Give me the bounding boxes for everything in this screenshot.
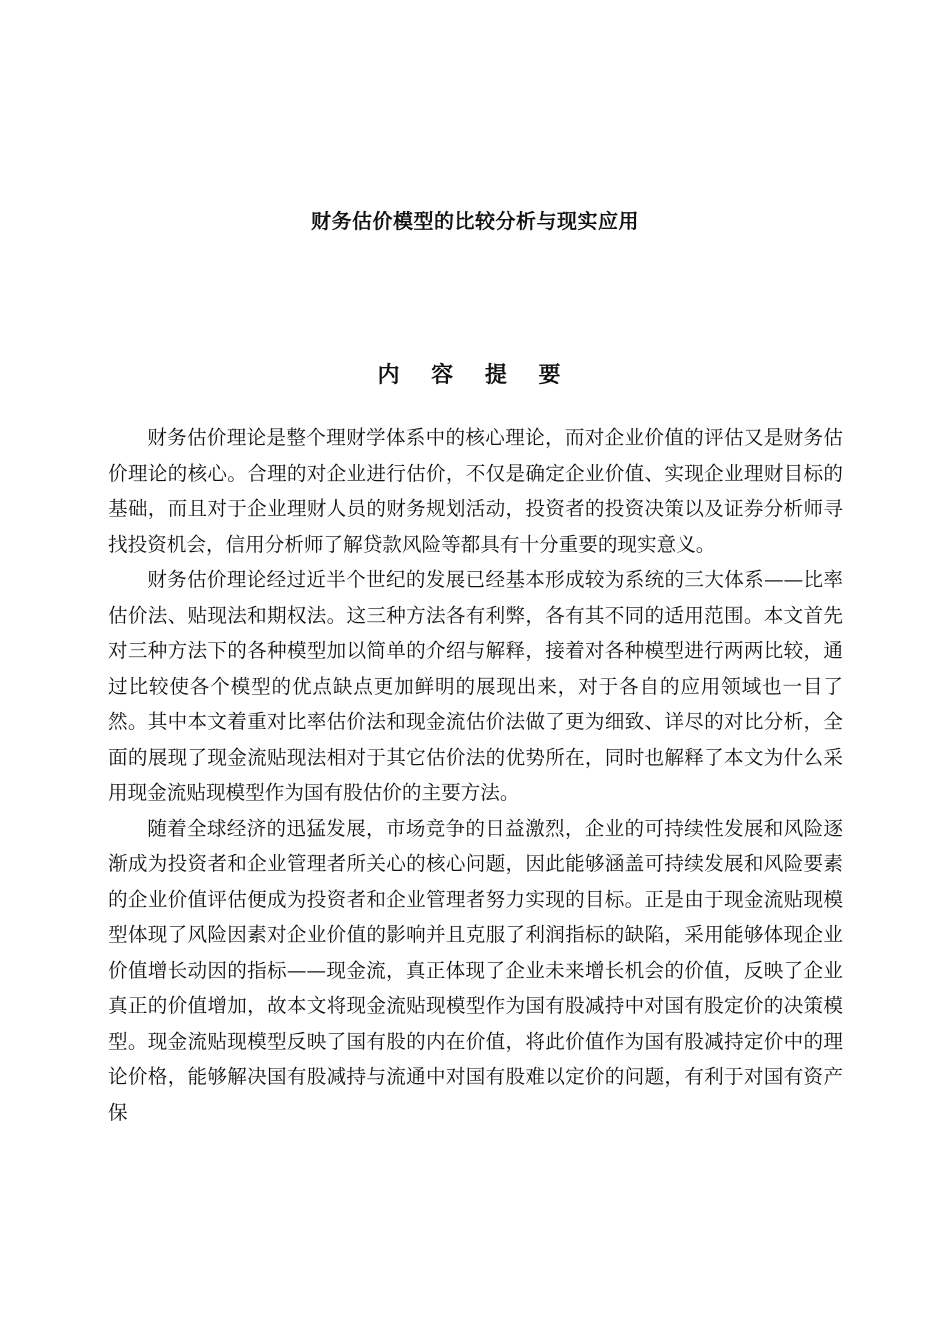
document-title: 财务估价模型的比较分析与现实应用 xyxy=(311,209,639,233)
abstract-body xyxy=(108,420,843,1130)
abstract-paragraph-1: 财务估价理论是整个理财学体系中的核心理论，而对企业价值的评估又是财务估价理论的核心。合理的对企业进行估价，不仅是确定企业价值、实现企业理财目标的基础，而且对于企业理财人员的财务规划活动，投资者的投资决策以及证券分析师寻找投资机会，信用分析师了解贷款风险等都具有十分重要的现实意义。 xyxy=(108,426,843,556)
abstract-heading: 内 容 提 要 xyxy=(377,363,573,388)
abstract-paragraph-3: 随着全球经济的迅猛发展，市场竞争的日益激烈，企业的可持续性发展和风险逐渐成为投资者和企业管理者所关心的核心问题，因此能够涵盖可持续发展和风险要素的企业价值评估便成为投资者和企业管理者努力实现的目标。正是由于现金流贴现模型体现了风险因素对企业价值的影响并且克服了利润指标的缺陷，采用能够体现企业价值增长动因的指标——现金流，真正体现了企业未来增长机会的价值，反映了企业真正的价值增加，故本文将现金流贴现模型作为国有股减持中对国有股定价的决策模型。现金流贴现模型反映了国有股的内在价值，将此价值作为国有股减持定价中的理论价格，能够解决国有股减持与流通中对国有股难以定价的问题，有利于对国有资产保 xyxy=(108,816,843,1124)
abstract-paragraph-2: 财务估价理论经过近半个世纪的发展已经基本形成较为系统的三大体系——比率估价法、贴现法和期权法。这三种方法各有利弊，各有其不同的适用范围。本文首先对三种方法下的各种模型加以简单的介绍与解释，接着对各种模型进行两两比较，通过比较使各个模型的优点缺点更加鲜明的展现出来，对于各自的应用领域也一目了然。其中本文着重对比率估价法和现金流估价法做了更为细致、详尽的对比分析，全面的展现了现金流贴现法相对于其它估价法的优势所在，同时也解释了本文为什么采用现金流贴现模型作为国有股估价的主要方法。 xyxy=(108,568,843,804)
